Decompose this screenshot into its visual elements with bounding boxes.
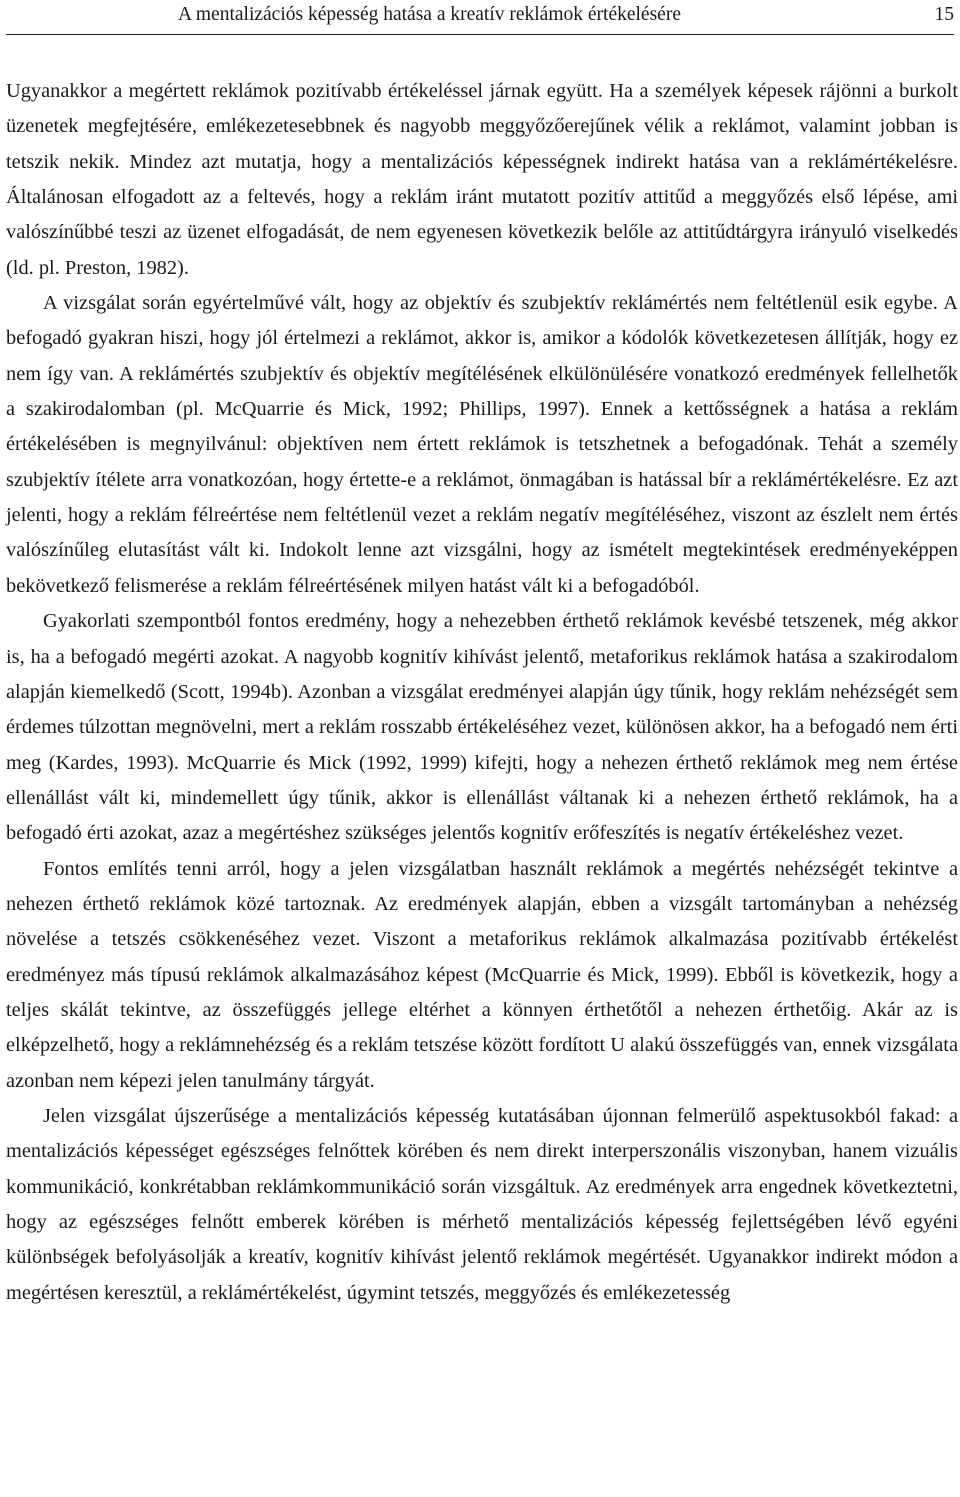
paragraph-3: Gyakorlati szempontból fontos eredmény, hogy a nehezebben érthető reklámok kevésbé tetszenek, még akkor is, ha a befogadó megérti azokat. A nagyobb kognitív kihívást jelentő, metaforikus reklámok hatása a szakirodalom alapján kiemelkedő (Scott, 1994b). Azonban a vizsgálat eredményei alapján úgy tűnik, hogy reklám nehézségét sem érdemes túlzottan megnövelni, mert a reklám rosszabb értékeléséhez vezet, különösen akkor, ha a befogadó nem érti meg (Kardes, 1993). McQuarrie és Mick (1992, 1999) kifejti, hogy a nehezen érthető reklámok meg nem értése ellenállást vált ki, mindemellett úgy tűnik, akkor is ellenállást váltanak ki a nehezen érthető reklámok, ha a befogadó érti azokat, azaz a megértéshez szükséges jelentős kognitív erőfeszítés is negatív értékeléshez vezet. — [6, 610, 958, 845]
paragraph-2: A vizsgálat során egyértelművé vált, hogy az objektív és szubjektív reklámértés nem feltétlenül esik egybe. A befogadó gyakran hiszi, hogy jól értelmezi a reklámot, akkor is, amikor a kódolók következetesen állítják, hogy ez nem így van. A reklámértés szubjektív és objektív megítélésének elkülönülésére vonatkozó eredmények fellelhetők a szakirodalomban (pl. McQuarrie és Mick, 1992; Phillips, 1997). Ennek a kettősségnek a hatása a reklám értékelésében is megnyilvánul: objektíven nem értett reklámok is tetszhetnek a befogadónak. Tehát a személy szubjektív ítélete arra vonatkozóan, hogy értette-e a reklámot, önmagában is hatással bír a reklámértékelésre. Ez azt jelenti, hogy a reklám félreértése nem feltétlenül vezet a reklám negatív megítéléséhez, viszont az észlelt nem értés valószínűleg elutasítást vált ki. Indokolt lenne azt vizsgálni, hogy az ismételt megtekintések eredményeképpen bekövetkező felismerése a reklám félreértésének milyen hatást vált ki a befogadóból. — [6, 292, 958, 597]
running-header-title: A mentalizációs képesség hatása a kreatív reklámok értékelésére — [178, 4, 681, 25]
paragraph-5: Jelen vizsgálat újszerűsége a mentalizációs képesség kutatásában újonnan felmerülő aspektusokból fakad: a mentalizációs képességet egészséges felnőttek körében és nem direkt interperszonális viszonyban, hanem vizuális kommunikáció, konkrétabban reklámkommunikáció során vizsgáltuk. Az eredmények arra engednek következtetni, hogy az egészséges felnőtt emberek körében is mérhető mentalizációs képesség fejlettségében lévő egyéni különbségek befolyásolják a kreatív, kognitív kihívást jelentő reklámok megértését. Ugyanakkor indirekt módon a megértésen keresztül, a reklámértékelést, úgymint tetszés, meggyőzés és emlékezetesség — [6, 1104, 958, 1304]
body-text — [6, 74, 958, 1311]
paragraph-1: Ugyanakkor a megértett reklámok pozitívabb értékeléssel járnak együtt. Ha a személyek képesek rájönni a burkolt üzenetek megfejtésére, emlékezetesebbnek és nagyobb meggyőzőerejűnek vélik a reklámot, valamint jobban is tetszik nekik. Mindez azt mutatja, hogy a mentalizációs képességnek indirekt hatása van a reklámértékelésre. Általánosan elfogadott az a feltevés, hogy a reklám iránt mutatott pozitív attitűd a meggyőzés első lépése, ami valószínűbbé teszi az üzenet elfogadását, de nem egyenesen következik belőle az attitűdtárgyra irányuló viselkedés (ld. pl. Preston, 1982). — [6, 80, 958, 279]
paragraph-4: Fontos említés tenni arról, hogy a jelen vizsgálatban használt reklámok a megértés nehézségét tekintve a nehezen érthető reklámok közé tartoznak. Az eredmények alapján, ebben a vizsgált tartományban a nehézség növelése a tetszés csökkenéséhez vezet. Viszont a metaforikus reklámok alkalmazása pozitívabb értékelést eredményez más típusú reklámok alkalmazásához képest (McQuarrie és Mick, 1999). Ebből is következik, hogy a teljes skálát tekintve, az összefüggés jellege eltérhet a könnyen érthetőtől a nehezen érthetőig. Akár az is elképzelhető, hogy a reklámnehézség és a reklám tetszése között fordított U alakú összefüggés van, ennek vizsgálata azonban nem képezi jelen tanulmány tárgyát. — [6, 857, 958, 1092]
running-header — [6, 0, 954, 35]
page-number: 15 — [934, 4, 954, 25]
